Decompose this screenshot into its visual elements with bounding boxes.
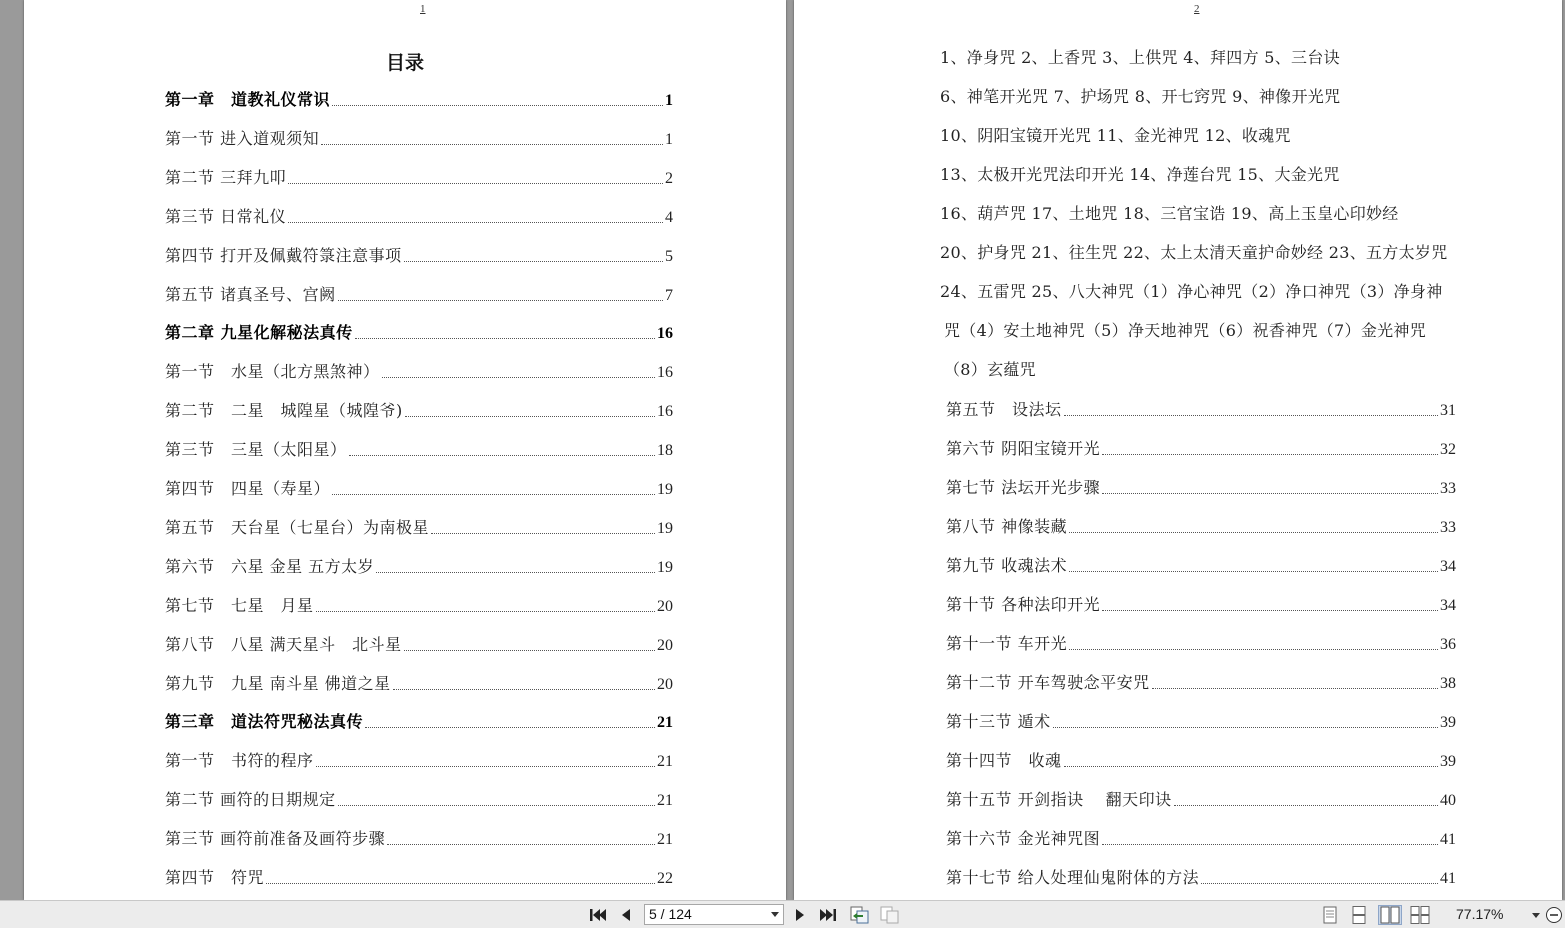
toc-entry-label: 第四节 打开及佩戴符箓注意事项	[165, 245, 402, 265]
toc-leader-dots	[338, 300, 663, 301]
toc-leader-dots	[376, 572, 655, 573]
toc-section-entry[interactable]	[946, 515, 1456, 539]
toc-leader-dots	[355, 338, 655, 339]
toc-section-entry[interactable]	[165, 866, 673, 890]
toc-section-entry[interactable]	[946, 632, 1456, 656]
toc-entry-label: 第十七节 给人处理仙鬼附体的方法	[946, 868, 1200, 887]
toc-leader-dots	[404, 261, 663, 262]
toc-section-entry[interactable]	[165, 399, 673, 423]
toc-leader-dots	[1064, 415, 1438, 416]
toc-page-number: 34	[1440, 558, 1456, 575]
toc-section-entry[interactable]	[946, 437, 1456, 461]
toc-page-number: 19	[657, 558, 673, 576]
toc-leader-dots	[1201, 883, 1438, 884]
toc-chapter-entry[interactable]	[165, 321, 673, 345]
toc-page-number: 40	[1440, 792, 1456, 809]
toc-leader-dots	[1102, 454, 1438, 455]
toc-page-number: 7	[665, 286, 673, 304]
toc-page-number: 2	[665, 169, 673, 187]
toc-entry-label: 第十三节 遁术	[946, 712, 1051, 731]
viewer-toolbar	[0, 900, 1565, 928]
toc-leader-dots	[332, 105, 663, 106]
toc-section-entry[interactable]	[165, 827, 673, 851]
toc-leader-dots	[316, 766, 655, 767]
toc-section-entry[interactable]	[165, 594, 673, 618]
toc-page-number: 39	[1440, 714, 1456, 731]
toc-page-number: 20	[657, 597, 673, 615]
toc-page-number: 21	[657, 753, 673, 771]
toc-chapter-entry[interactable]	[165, 710, 673, 734]
toc-entry-label: 第四节 符咒	[165, 868, 265, 887]
toc-leader-dots	[1064, 766, 1438, 767]
spell-list-line: 20、护身咒 21、往生咒 22、太上太清天童护命妙经 23、五方太岁咒	[940, 243, 1448, 262]
toc-page-number: 33	[1440, 480, 1456, 497]
previous-page-icon[interactable]	[616, 905, 636, 925]
toc-entry-label: 第十五节 开剑指诀 翻天印诀	[946, 790, 1172, 809]
toc-page-number: 21	[657, 792, 673, 810]
toc-leader-dots	[321, 144, 663, 145]
toc-leader-dots	[1069, 571, 1438, 572]
toc-section-entry[interactable]	[165, 438, 673, 462]
toc-page-number: 20	[657, 675, 673, 693]
toc-section-entry[interactable]	[165, 477, 673, 501]
first-page-icon[interactable]	[588, 905, 608, 925]
toc-leader-dots	[288, 183, 663, 184]
toc-leader-dots	[387, 844, 655, 845]
toc-entry-label: 第九节 九星 南斗星 佛道之星	[165, 673, 391, 693]
zoom-level[interactable]: 77.17%	[1456, 906, 1504, 922]
spell-list-line: 咒（4）安土地神咒（5）净天地神咒（6）祝香神咒（7）金光神咒	[944, 321, 1427, 340]
toc-leader-dots	[1102, 844, 1438, 845]
toc-page-number: 21	[657, 831, 673, 849]
toc-section-entry[interactable]	[946, 476, 1456, 500]
toc-leader-dots	[1069, 532, 1438, 533]
toc-page-number: 16	[657, 364, 673, 382]
toc-section-entry[interactable]	[165, 788, 673, 812]
toc-entry-label: 第七节 七星 月星	[165, 595, 314, 615]
page-number-input[interactable]	[644, 904, 784, 925]
toc-section-entry[interactable]	[946, 398, 1456, 422]
toc-page-number: 38	[1440, 675, 1456, 692]
toc-entry-label: 第三节 画符前准备及画符步骤	[165, 829, 386, 849]
toc-section-entry[interactable]	[946, 554, 1456, 578]
toc-section-entry[interactable]	[165, 672, 673, 696]
toc-leader-dots	[266, 883, 655, 884]
toc-page-number: 16	[657, 403, 673, 421]
spell-list-line: 1、净身咒 2、上香咒 3、上供咒 4、拜四方 5、三台诀	[940, 48, 1340, 67]
zoom-out-icon[interactable]	[1544, 905, 1564, 925]
spell-list-line: 16、葫芦咒 17、土地咒 18、三官宝诰 19、高上玉皇心印妙经	[940, 204, 1399, 223]
toc-section-entry[interactable]	[165, 283, 673, 307]
toc-section-entry[interactable]	[165, 749, 673, 773]
toc-section-entry[interactable]	[165, 555, 673, 579]
continuous-view-icon[interactable]	[1349, 905, 1369, 925]
toc-section-entry[interactable]	[946, 788, 1456, 812]
previous-view-icon[interactable]	[850, 905, 870, 925]
toc-leader-dots	[316, 611, 655, 612]
toc-section-entry[interactable]	[165, 205, 673, 229]
toc-entry-label: 第五节 天台星（七星台）为南极星	[165, 517, 430, 537]
toc-page-number: 19	[657, 481, 673, 498]
spell-list-line: 24、五雷咒 25、八大神咒（1）净心神咒（2）净口神咒（3）净身神	[940, 282, 1443, 301]
toc-entry-label: 第三章 道法符咒秘法真传	[165, 712, 364, 732]
toc-entry-label: 第二章 九星化解秘法真传	[165, 323, 353, 343]
toc-leader-dots	[332, 494, 655, 495]
toc-entry-label: 第十六节 金光神咒图	[946, 829, 1101, 848]
spell-list-line: 10、阴阳宝镜开光咒 11、金光神咒 12、收魂咒	[940, 126, 1291, 145]
toc-leader-dots	[288, 222, 663, 223]
toc-entry-label: 第一节 水星（北方黑煞神）	[165, 362, 380, 382]
toc-section-entry[interactable]	[946, 749, 1456, 773]
toc-entry-label: 第七节 法坛开光步骤	[946, 478, 1101, 497]
toc-page-number: 22	[657, 870, 673, 887]
toc-title: 目录	[385, 52, 424, 74]
toc-entry-label: 第二节 三拜九叩	[165, 167, 287, 187]
toc-page-number: 1	[665, 92, 673, 109]
toc-entry-label: 第五节 诸真圣号、宫阙	[165, 284, 336, 304]
toc-leader-dots	[1053, 727, 1438, 728]
toc-page-number: 20	[657, 636, 673, 654]
toc-page-number: 31	[1440, 402, 1456, 419]
toc-entry-label: 第六节 阴阳宝镜开光	[946, 439, 1101, 458]
toc-leader-dots	[1069, 649, 1438, 650]
toc-entry-label: 第三节 三星（太阳星）	[165, 440, 347, 460]
toc-page-number: 32	[1440, 441, 1456, 458]
chevron-down-icon[interactable]	[771, 912, 779, 917]
toc-leader-dots	[1102, 610, 1438, 611]
continuous-facing-view-icon[interactable]	[1410, 905, 1430, 925]
toc-section-entry[interactable]	[165, 244, 673, 268]
toc-entry-label: 第十二节 开车驾驶念平安咒	[946, 673, 1150, 692]
toc-page-number: 36	[1440, 636, 1456, 653]
toc-leader-dots	[349, 455, 655, 456]
toc-entry-label: 第二节 二星 城隍星（城隍爷)	[165, 401, 403, 421]
toc-page-number: 34	[1440, 597, 1456, 614]
toc-entry-label: 第十一节 车开光	[946, 634, 1068, 653]
toc-section-entry[interactable]	[165, 516, 673, 540]
last-page-icon[interactable]	[818, 905, 838, 925]
toc-leader-dots	[338, 805, 655, 806]
document-page-right	[794, 0, 1562, 900]
next-page-icon[interactable]	[790, 905, 810, 925]
toc-page-number: 4	[665, 208, 673, 226]
toc-leader-dots	[382, 377, 655, 378]
page-number: 2	[1194, 3, 1200, 15]
toc-page-number: 41	[1440, 831, 1456, 848]
page-number: 1	[420, 3, 426, 15]
toc-page-number: 21	[657, 714, 673, 732]
spell-list-line: 6、神笔开光咒 7、护场咒 8、开七窍咒 9、神像开光咒	[940, 87, 1341, 106]
toc-leader-dots	[1152, 688, 1438, 689]
next-view-icon[interactable]	[880, 905, 900, 925]
toc-page-number: 19	[657, 519, 673, 537]
toc-leader-dots	[431, 533, 655, 534]
toc-entry-label: 第十节 各种法印开光	[946, 595, 1101, 614]
toc-leader-dots	[393, 689, 655, 690]
toc-entry-label: 第五节 设法坛	[946, 400, 1062, 419]
toc-page-number: 39	[1440, 753, 1456, 770]
toc-section-entry[interactable]	[946, 593, 1456, 617]
spell-list-line: （8）玄蕴咒	[944, 360, 1036, 379]
toc-section-entry[interactable]	[165, 360, 673, 384]
single-page-view-icon[interactable]	[1320, 905, 1340, 925]
toc-page-number: 16	[657, 325, 673, 343]
toc-entry-label: 第四节 四星（寿星）	[165, 479, 331, 498]
toc-entry-label: 第二节 画符的日期规定	[165, 790, 336, 810]
chevron-down-icon[interactable]	[1532, 913, 1540, 918]
toc-entry-label: 第三节 日常礼仪	[165, 206, 287, 226]
toc-leader-dots	[404, 650, 655, 651]
toc-page-number: 18	[657, 442, 673, 460]
toc-leader-dots	[1102, 493, 1438, 494]
facing-pages-view-icon[interactable]	[1378, 905, 1402, 925]
toc-entry-label: 第八节 八星 满天星斗 北斗星	[165, 634, 402, 654]
toc-section-entry[interactable]	[165, 166, 673, 190]
page-indicator: 5 / 124	[649, 906, 692, 922]
toc-entry-label: 第一章 道教礼仪常识	[165, 90, 331, 109]
toc-section-entry[interactable]	[946, 827, 1456, 851]
toc-section-entry[interactable]	[165, 127, 673, 151]
toc-entry-label: 第十四节 收魂	[946, 751, 1062, 770]
toc-entry-label: 第八节 神像装藏	[946, 517, 1068, 536]
toc-page-number: 41	[1440, 870, 1456, 887]
toc-entry-label: 第一节 书符的程序	[165, 751, 314, 771]
spell-list-line: 13、太极开光咒法印开光 14、净莲台咒 15、大金光咒	[940, 165, 1340, 184]
toc-section-entry[interactable]	[165, 633, 673, 657]
toc-section-entry[interactable]	[946, 710, 1456, 734]
toc-page-number: 5	[665, 247, 673, 265]
toc-entry-label: 第九节 收魂法术	[946, 556, 1068, 575]
toc-section-entry[interactable]	[946, 671, 1456, 695]
toc-entry-label: 第六节 六星 金星 五方太岁	[165, 556, 375, 576]
toc-leader-dots	[365, 727, 655, 728]
toc-leader-dots	[405, 416, 655, 417]
toc-section-entry[interactable]	[946, 866, 1456, 890]
document-page-left	[24, 0, 786, 900]
toc-page-number: 33	[1440, 519, 1456, 536]
toc-chapter-entry[interactable]	[165, 88, 673, 112]
toc-leader-dots	[1174, 805, 1438, 806]
toc-page-number: 1	[665, 130, 673, 148]
toc-entry-label: 第一节 进入道观须知	[165, 128, 320, 148]
